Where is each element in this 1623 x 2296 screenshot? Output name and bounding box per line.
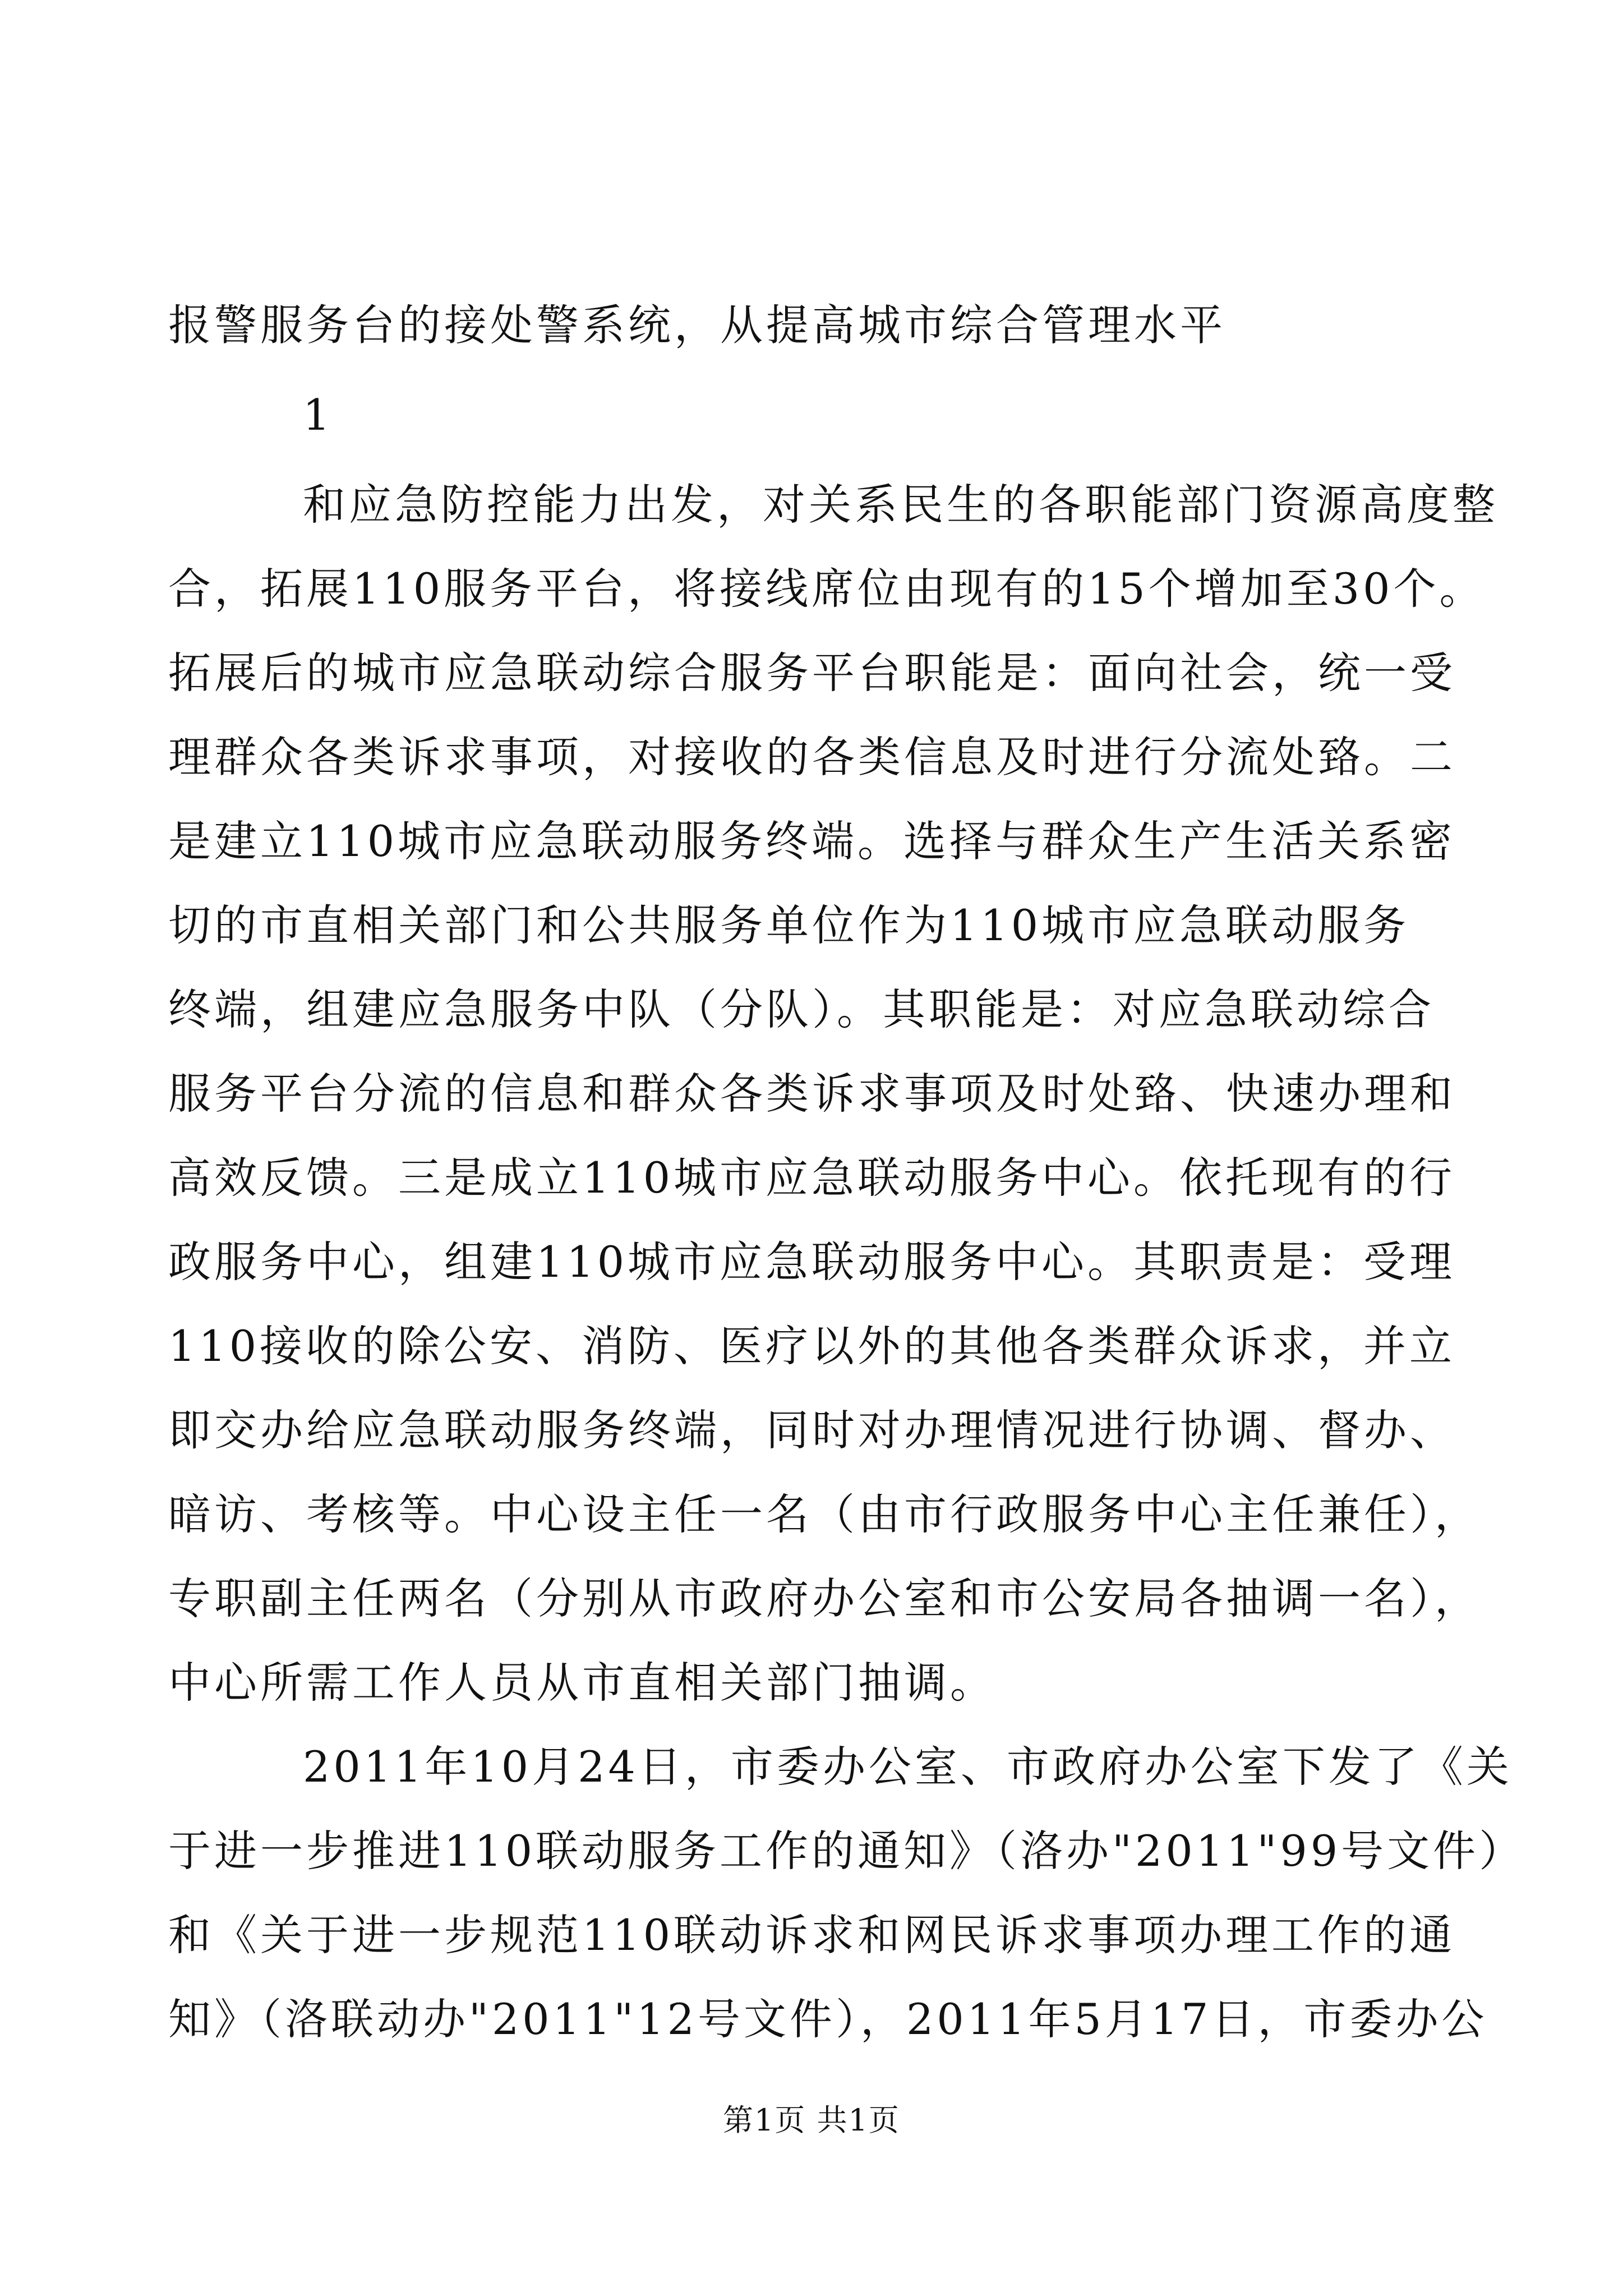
paragraph-1-line-3: 拓展后的城市应急联动综合服务平台职能是：面向社会，统一受	[168, 648, 1456, 698]
paragraph-2-line-4: 知》（洛联动办"2011"12号文件），2011年5月17日，市委办公	[168, 1994, 1488, 2044]
paragraph-2-line-2: 于进一步推进110联动服务工作的通知》（洛办"2011"99号文件）	[168, 1826, 1525, 1876]
paragraph-1-line-6: 切的市直相关部门和公共服务单位作为110城市应急联动服务	[168, 900, 1410, 950]
paragraph-2-line-1: 2011年10月24日，市委办公室、市政府办公室下发了《关	[303, 1742, 1513, 1792]
paragraph-2-line-3: 和《关于进一步规范110联动诉求和网民诉求事项办理工作的通	[168, 1910, 1456, 1960]
paragraph-1-line-2: 合，拓展110服务平台，将接线席位由现有的15个增加至30个。	[168, 564, 1486, 614]
paragraph-1-line-9: 高效反馈。三是成立110城市应急联动服务中心。依托现有的行	[168, 1153, 1456, 1203]
paragraph-1-line-10: 政服务中心，组建110城市应急联动服务中心。其职责是：受理	[168, 1237, 1456, 1287]
paragraph-1-line-13: 暗访、考核等。中心设主任一名（由市行政服务中心主任兼任），	[168, 1489, 1481, 1539]
paragraph-1-line-8: 服务平台分流的信息和群众各类诉求事项及时处臵、快速办理和	[168, 1069, 1456, 1119]
paragraph-1-line-5: 是建立110城市应急联动服务终端。选择与群众生产生活关系密	[168, 816, 1456, 866]
paragraph-1-line-12: 即交办给应急联动服务终端，同时对办理情况进行协调、督办、	[168, 1405, 1456, 1455]
text-line-1: 报警服务台的接处警系统，从提高城市综合管理水平	[168, 300, 1226, 350]
page-number-marker: 1	[303, 390, 334, 440]
paragraph-1-line-1: 和应急防控能力出发，对关系民生的各职能部门资源高度整	[303, 480, 1498, 530]
paragraph-1-line-15: 中心所需工作人员从市直相关部门抽调。	[168, 1658, 996, 1708]
page-footer: 第1页 共1页	[723, 2102, 900, 2138]
paragraph-1-line-7: 终端，组建应急服务中队（分队）。其职能是：对应急联动综合	[168, 984, 1435, 1034]
paragraph-1-line-11: 110接收的除公安、消防、医疗以外的其他各类群众诉求，并立	[168, 1321, 1456, 1371]
paragraph-1-line-14: 专职副主任两名（分别从市政府办公室和市公安局各抽调一名），	[168, 1573, 1481, 1623]
paragraph-1-line-4: 理群众各类诉求事项，对接收的各类信息及时进行分流处臵。二	[168, 732, 1456, 782]
